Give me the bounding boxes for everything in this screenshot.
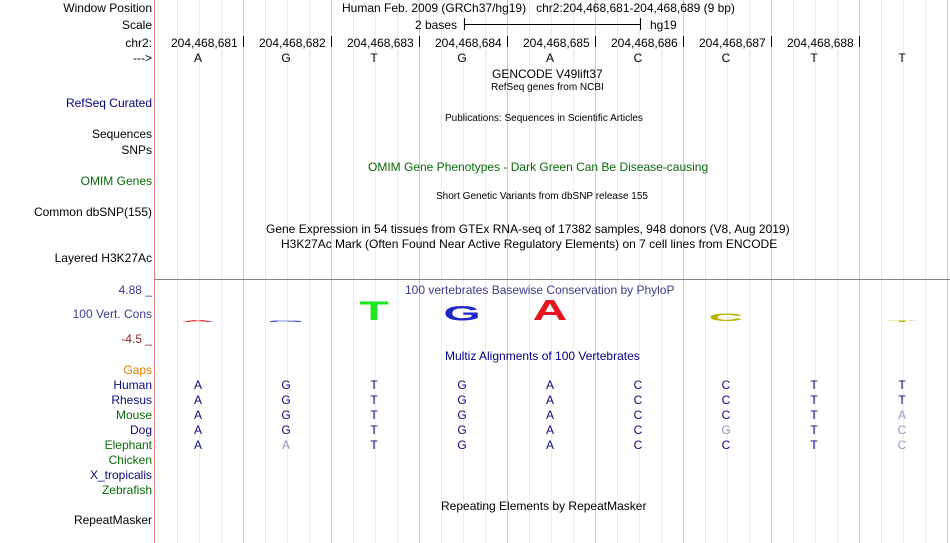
aligned-base: A xyxy=(281,438,290,452)
species-label[interactable]: Human xyxy=(113,378,152,392)
aligned-base: G xyxy=(281,408,291,422)
repeat-label[interactable]: RepeatMasker xyxy=(73,513,152,527)
scale-label: Scale xyxy=(121,18,152,32)
publications-title[interactable]: Publications: Sequences in Scientific Articles xyxy=(445,113,643,124)
grid-line xyxy=(837,0,838,543)
aligned-base: G xyxy=(281,393,291,407)
aligned-base: C xyxy=(633,423,643,437)
aligned-base: T xyxy=(898,378,906,392)
ruler-coordinate: 204,468,685 xyxy=(523,36,590,50)
grid-line xyxy=(947,0,948,543)
aligned-base: T xyxy=(810,408,818,422)
reference-base: G xyxy=(281,51,291,65)
dbsnp-title[interactable]: Short Genetic Variants from dbSNP release 155 xyxy=(436,191,648,202)
gencode-title[interactable]: GENCODE V49lift37 xyxy=(492,67,603,81)
h3k27-label[interactable]: Layered H3K27Ac xyxy=(54,251,152,265)
grid-line xyxy=(353,0,354,543)
aligned-base: C xyxy=(633,378,643,392)
scale-bar-right-tick xyxy=(640,18,641,30)
aligned-base: A xyxy=(545,423,554,437)
aligned-base: T xyxy=(810,393,818,407)
grid-line xyxy=(331,0,332,543)
aligned-base: G xyxy=(721,423,731,437)
aligned-base: G xyxy=(457,438,467,452)
aligned-base: A xyxy=(545,408,554,422)
aligned-base: A xyxy=(897,408,906,422)
grid-line xyxy=(419,0,420,543)
aligned-base: T xyxy=(370,438,378,452)
scale-bar-left-tick xyxy=(464,18,465,30)
aligned-base: T xyxy=(370,378,378,392)
grid-line xyxy=(749,0,750,543)
omim-label[interactable]: OMIM Genes xyxy=(80,174,152,188)
strand-label: ---> xyxy=(133,51,152,65)
refseq-title[interactable]: RefSeq genes from NCBI xyxy=(491,82,604,93)
ruler-tick xyxy=(507,36,508,47)
ruler-tick xyxy=(331,36,332,47)
reference-base: C xyxy=(721,51,731,65)
sequences-label[interactable]: Sequences xyxy=(91,127,152,141)
phylop-title[interactable]: 100 vertebrates Basewise Conservation by PhyloP xyxy=(405,283,675,297)
reference-base: G xyxy=(457,51,467,65)
aligned-base: A xyxy=(193,393,202,407)
ruler-tick xyxy=(683,36,684,47)
ruler-tick xyxy=(771,36,772,47)
grid-line xyxy=(793,0,794,543)
aligned-base: T xyxy=(370,408,378,422)
scale-bases: 2 bases xyxy=(415,18,458,32)
label-divider xyxy=(154,0,155,543)
grid-line xyxy=(639,0,640,543)
window-position-text[interactable]: Human Feb. 2009 (GRCh37/hg19) chr2:204,468,681-204,468,689 (9 bp) xyxy=(342,1,735,15)
grid-line xyxy=(925,0,926,543)
multiz-title[interactable]: Multiz Alignments of 100 Vertebrates xyxy=(445,349,640,363)
grid-line xyxy=(859,0,860,543)
grid-line xyxy=(485,0,486,543)
ruler-coordinate: 204,468,687 xyxy=(699,36,766,50)
grid-line xyxy=(287,0,288,543)
grid-line xyxy=(243,0,244,543)
ruler-tick xyxy=(419,36,420,47)
aligned-base: G xyxy=(457,393,467,407)
aligned-base: C xyxy=(633,393,643,407)
ruler-coordinate: 204,468,683 xyxy=(347,36,414,50)
species-label[interactable]: Elephant xyxy=(104,438,152,452)
phylop-logo-letter: C xyxy=(708,311,744,324)
aligned-base: T xyxy=(898,393,906,407)
omim-title[interactable]: OMIM Gene Phenotypes - Dark Green Can Be Disease-causing xyxy=(368,160,709,174)
aligned-base: T xyxy=(810,438,818,452)
aligned-base: A xyxy=(193,408,202,422)
aligned-base: C xyxy=(721,393,731,407)
aligned-base: C xyxy=(897,438,907,452)
grid-line xyxy=(661,0,662,543)
snps-label[interactable]: SNPs xyxy=(121,143,152,157)
grid-line xyxy=(683,0,684,543)
chrom-label: chr2: xyxy=(125,36,152,50)
reference-base: A xyxy=(193,51,202,65)
aligned-base: G xyxy=(281,423,291,437)
reference-base: C xyxy=(633,51,643,65)
ruler-tick xyxy=(859,36,860,47)
grid-line xyxy=(463,0,464,543)
grid-line xyxy=(199,0,200,543)
grid-line xyxy=(705,0,706,543)
window-position-label: Window Position xyxy=(63,1,152,15)
grid-line xyxy=(375,0,376,543)
reference-base: A xyxy=(545,51,554,65)
grid-line xyxy=(265,0,266,543)
ruler-coordinate: 204,468,684 xyxy=(435,36,502,50)
ruler-coordinate: 204,468,682 xyxy=(259,36,326,50)
aligned-base: G xyxy=(457,378,467,392)
phylop-logo-letter: G xyxy=(443,301,481,326)
aligned-base: C xyxy=(721,378,731,392)
aligned-base: C xyxy=(897,423,907,437)
species-label[interactable]: Rhesus xyxy=(111,393,152,407)
ruler-coordinate: 204,468,688 xyxy=(787,36,854,50)
grid-line xyxy=(397,0,398,543)
reference-base: T xyxy=(898,51,906,65)
grid-line xyxy=(881,0,882,543)
aligned-base: C xyxy=(633,408,643,422)
phylop-max: 4.88 _ xyxy=(118,283,152,297)
grid-line xyxy=(771,0,772,543)
aligned-base: T xyxy=(370,423,378,437)
ruler-tick xyxy=(243,36,244,47)
grid-line xyxy=(727,0,728,543)
phylop-logo-letter: T xyxy=(887,320,917,323)
phylop-logo-letter: A xyxy=(532,295,568,327)
gaps-label[interactable]: Gaps xyxy=(123,363,152,377)
aligned-base: A xyxy=(545,438,554,452)
grid-line xyxy=(309,0,310,543)
species-label[interactable]: Zebrafish xyxy=(101,483,152,497)
aligned-base: T xyxy=(810,378,818,392)
aligned-base: G xyxy=(281,378,291,392)
aligned-base: A xyxy=(193,378,202,392)
dbsnp-label[interactable]: Common dbSNP(155) xyxy=(33,205,152,219)
grid-line xyxy=(177,0,178,543)
aligned-base: C xyxy=(721,408,731,422)
grid-line xyxy=(441,0,442,543)
ruler-coordinate: 204,468,686 xyxy=(611,36,678,50)
aligned-base: T xyxy=(370,393,378,407)
refseq-label[interactable]: RefSeq Curated xyxy=(65,96,152,110)
species-label[interactable]: Chicken xyxy=(108,453,152,467)
species-label[interactable]: Dog xyxy=(129,423,152,437)
grid-line xyxy=(903,0,904,543)
grid-line xyxy=(815,0,816,543)
phylop-logo-letter: A xyxy=(180,319,216,323)
grid-line xyxy=(617,0,618,543)
phylop-logo-letter: G xyxy=(267,320,305,323)
aligned-base: A xyxy=(545,393,554,407)
phylop-min: -4.5 _ xyxy=(121,332,152,346)
scale-assembly: hg19 xyxy=(650,18,677,32)
aligned-base: C xyxy=(721,438,731,452)
track-separator xyxy=(155,279,950,280)
phylop-logo-letter: T xyxy=(359,296,389,327)
ruler-coordinate: 204,468,681 xyxy=(171,36,238,50)
reference-base: T xyxy=(810,51,818,65)
aligned-base: G xyxy=(457,423,467,437)
aligned-base: T xyxy=(810,423,818,437)
scale-bar xyxy=(464,24,641,25)
aligned-base: C xyxy=(633,438,643,452)
h3k27-title[interactable]: H3K27Ac Mark (Often Found Near Active Regulatory Elements) on 7 cell lines from ENCODE xyxy=(281,237,778,251)
reference-base: T xyxy=(370,51,378,65)
aligned-base: A xyxy=(193,438,202,452)
phylop-label[interactable]: 100 Vert. Cons xyxy=(72,307,152,321)
aligned-base: A xyxy=(545,378,554,392)
ruler-tick xyxy=(595,36,596,47)
species-label[interactable]: X_tropicalis xyxy=(89,468,152,482)
aligned-base: G xyxy=(457,408,467,422)
species-label[interactable]: Mouse xyxy=(115,408,152,422)
repeat-title[interactable]: Repeating Elements by RepeatMasker xyxy=(441,499,647,513)
grid-line xyxy=(221,0,222,543)
aligned-base: A xyxy=(193,423,202,437)
gtex-title[interactable]: Gene Expression in 54 tissues from GTEx RNA-seq of 17382 samples, 948 donors (V8, Aug 2019) xyxy=(266,222,790,236)
